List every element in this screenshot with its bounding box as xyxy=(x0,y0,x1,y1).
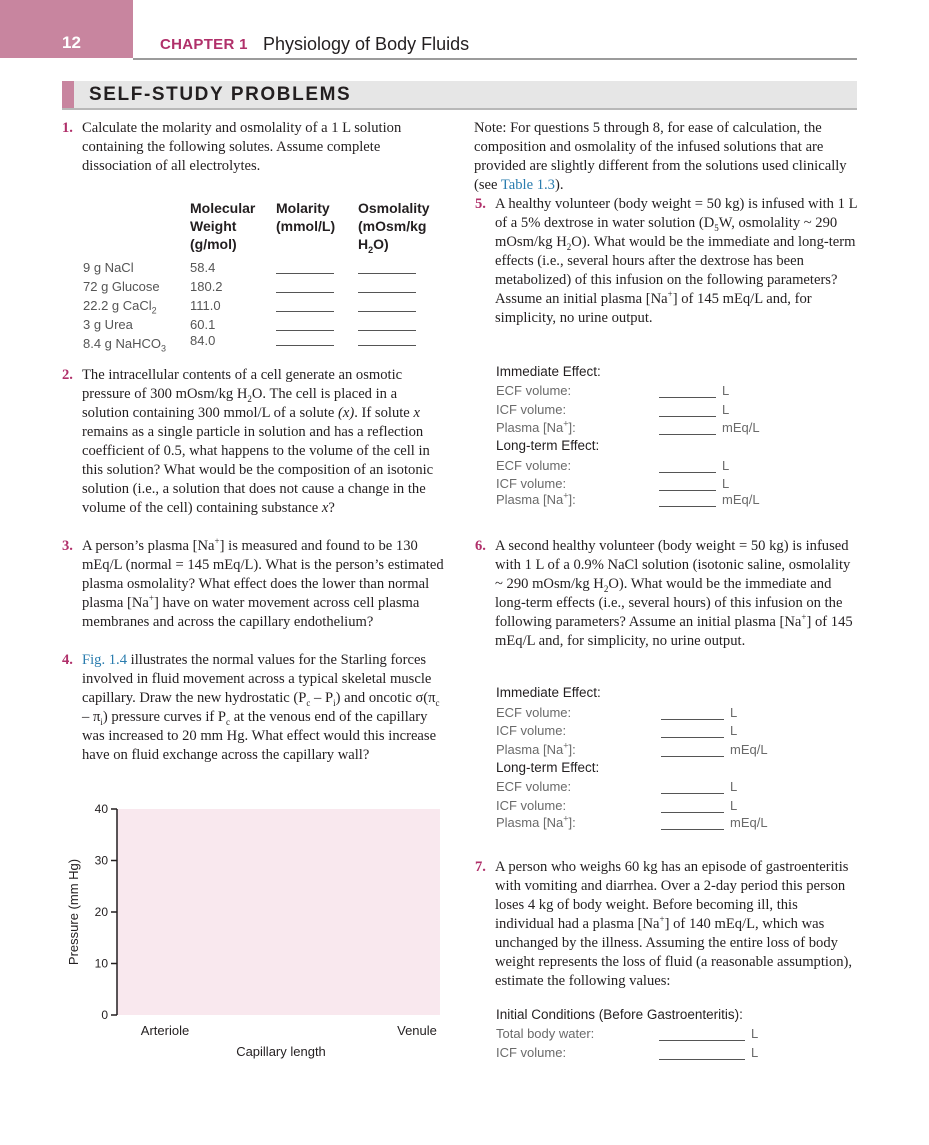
mw-value: 180.2 xyxy=(190,279,223,294)
osmolality-answer-blank[interactable] xyxy=(358,292,416,293)
total-body-water-label: Total body water: xyxy=(496,1026,595,1041)
unit-label: mEq/L xyxy=(730,742,768,757)
problem-number: 7. xyxy=(475,859,486,875)
unit-label: L xyxy=(751,1045,759,1060)
unit-label: L xyxy=(722,402,730,417)
problem-number: 1. xyxy=(62,120,73,136)
y-axis-label: Pressure (mm Hg) xyxy=(66,858,81,966)
problem-number: 5. xyxy=(475,196,486,212)
problem-7: 7. A person who weighs 60 kg has an episode of gastroenteritis with vomiting and diarrhea. Over a 2-day period this person loses 4 kg of body weight. Before becoming ill, this individual had a plasma [Na+] of 140 mEq/L, which was unchanged by the illness. Assuming the entire loss of body weight represents the loss of fluid (a reasonable assumption), estimate the following values: xyxy=(475,859,853,989)
section-marker xyxy=(62,81,74,108)
icf-volume-answer[interactable] xyxy=(659,416,716,417)
y-tick-label: 20 xyxy=(94,905,108,919)
figure-link[interactable]: Fig. 1.4 xyxy=(82,652,128,668)
unit-label: mEq/L xyxy=(722,420,760,435)
molarity-answer-blank[interactable] xyxy=(276,330,334,331)
y-tick-label: 30 xyxy=(94,853,108,868)
molarity-answer-blank[interactable] xyxy=(276,345,334,346)
icf-volume-label: ICF volume: xyxy=(496,402,567,417)
molarity-answer-blank[interactable] xyxy=(276,311,334,312)
immediate-effect-heading: Immediate Effect: xyxy=(496,364,601,379)
problem-text: Calculate the molarity and osmolality of a 1 L solution containing the following solutes. Assume complete dissociation of all electrolytes. xyxy=(82,120,402,174)
ecf-volume-answer[interactable] xyxy=(661,719,724,720)
unit-label: L xyxy=(722,383,730,398)
mw-value: 111.0 xyxy=(190,298,221,313)
unit-label: L xyxy=(722,458,730,473)
problem-1 xyxy=(62,119,444,176)
table-row: 3 g Urea xyxy=(83,317,133,332)
icf-volume-label: ICF volume: xyxy=(496,723,567,738)
problem-number: 4. xyxy=(62,652,73,668)
unit-label: L xyxy=(730,779,738,794)
table-row: 8.4 g NaHCO$_3$ xyxy=(83,336,167,354)
plasma-na-label: Plasma [Na+]: xyxy=(496,740,576,757)
ecf-volume-label: ECF volume: xyxy=(496,383,572,398)
icf-volume-answer[interactable] xyxy=(661,812,724,813)
y-tick-label: 40 xyxy=(94,802,108,816)
problem-6: 6. A second healthy volunteer (body weight = 50 kg) is infused with 1 L of a 0.9% NaCl solution (isotonic saline, osmolality ~ 290 mOsm/kg $H_2O$). What would be the immediate and long-term effects (i.e., several hours) of this infusion on the following parameters? Assume an initial plasma [Na+] of 145 mEq/L and, for simplicity, no urine output. xyxy=(475,538,853,649)
x-tick-arteriole: Arteriole xyxy=(140,1023,190,1038)
header-osmolality: Osmolality (mOsm/kg $H_2O$) xyxy=(358,200,430,255)
chapter-label: CHAPTER 1 xyxy=(160,36,248,53)
table-link[interactable]: Table 1.3 xyxy=(500,177,555,193)
header-molarity: Molarity (mmol/L) xyxy=(276,200,336,234)
problem-number: 6. xyxy=(475,538,486,554)
unit-label: mEq/L xyxy=(722,492,760,507)
chapter-title: Physiology of Body Fluids xyxy=(263,34,470,54)
problem-4: 4. Fig. 1.4 illustrates the normal values for the Starling forces involved in fluid movement across a typical skeletal muscle capillary. Draw the new hydrostatic $(P_c - P_i)$ and oncotic $\sigma(\pi_c - \pi_i)$ pressure curves if $P_c$ at the venous end of the capillary was increased to 20 mm Hg. What effect would this increase have on fluid exchange across the capillary wall? xyxy=(62,652,440,763)
plot-area[interactable] xyxy=(117,809,440,1015)
starling-chart[interactable] xyxy=(60,795,460,1065)
x-tick-venule: Venule xyxy=(397,1023,437,1038)
note-paragraph: Note: For questions 5 through 8, for ease of calculation, the composition and osmolality of the infused solutions that are provided are slightly different from the solutions used clinically (see Table 1.3). xyxy=(474,120,847,193)
x-axis-label: Capillary length xyxy=(236,1044,326,1059)
initial-conditions-heading: Initial Conditions (Before Gastroenteritis): xyxy=(496,1007,743,1022)
problem-3: 3. A person’s plasma [Na+] is measured and found to be 130 mEq/L (normal = 145 mEq/L). What is the person’s estimated plasma osmolality? What effect does the lower than normal plasma [Na+] have on water movement across cell plasma membranes and across the capillary endothelium? xyxy=(62,536,444,630)
unit-label: L xyxy=(751,1026,759,1041)
unit-label: L xyxy=(730,798,738,813)
icf-volume-label: ICF volume: xyxy=(496,476,567,491)
osmolality-answer-blank[interactable] xyxy=(358,273,416,274)
ecf-volume-label: ECF volume: xyxy=(496,458,572,473)
unit-label: L xyxy=(730,723,738,738)
icf-volume-answer[interactable] xyxy=(661,737,724,738)
ecf-volume-answer[interactable] xyxy=(659,397,716,398)
long-term-effect-heading: Long-term Effect: xyxy=(496,438,600,453)
section-banner xyxy=(62,81,857,110)
unit-label: mEq/L xyxy=(730,815,768,830)
total-body-water-answer[interactable] xyxy=(659,1040,745,1041)
plasma-na-answer[interactable] xyxy=(661,829,724,830)
ecf-volume-label: ECF volume: xyxy=(496,779,572,794)
icf-volume-answer[interactable] xyxy=(659,490,716,491)
ecf-volume-answer[interactable] xyxy=(659,472,716,473)
icf-volume-label: ICF volume: xyxy=(496,798,567,813)
unit-label: L xyxy=(722,476,730,491)
molarity-answer-blank[interactable] xyxy=(276,273,334,274)
header-molecular-weight: Molecular Weight (g/mol) xyxy=(190,200,256,252)
mw-value: 60.1 xyxy=(190,317,216,332)
plasma-na-label: Plasma [Na+]: xyxy=(496,813,576,830)
y-tick-label: 10 xyxy=(94,956,108,971)
immediate-effect-heading: Immediate Effect: xyxy=(496,685,601,700)
problem-5: 5. A healthy volunteer (body weight = 50 kg) is infused with 1 L of a 5% dextrose in water solution ($D_5W$, osmolality ~ 290 mOsm/kg $H_2O$). What would be the immediate and long-term effects (i.e., several hours after the dextrose has been metabolized) of this infusion on the following parameters? Assume an initial plasma [Na+] of 145 mEq/L and, for simplicity, no urine output. xyxy=(475,196,857,326)
problem-2: 2. The intracellular contents of a cell generate an osmotic pressure of 300 mOsm/kg $H_2O$. The cell is placed in a solution containing 300 mmol/L of a solute (x). If solute x remains as a single particle in solution and has a reflection coefficient of 0.5, what happens to the volume of the cell in this solution? What would be the composition of an isotonic solution (i.e., a solution that does not cause a change in the volume of the cell) containing substance x? xyxy=(62,367,434,516)
ecf-volume-label: ECF volume: xyxy=(496,705,572,720)
plasma-na-label: Plasma [Na+]: xyxy=(496,418,576,435)
long-term-effect-heading: Long-term Effect: xyxy=(496,760,600,775)
page-number: 12 xyxy=(62,33,81,52)
plasma-na-answer[interactable] xyxy=(661,756,724,757)
section-title: SELF-STUDY PROBLEMS xyxy=(89,84,352,105)
table-row: 22.2 g CaCl$_2$ xyxy=(83,298,157,316)
problem-number: 2. xyxy=(62,367,73,383)
y-tick-label: 0 xyxy=(101,1008,108,1022)
plasma-na-label: Plasma [Na+]: xyxy=(496,490,576,507)
osmolality-answer-blank[interactable] xyxy=(358,345,416,346)
mw-value: 58.4 xyxy=(190,260,216,275)
osmolality-answer-blank[interactable] xyxy=(358,330,416,331)
osmolality-answer-blank[interactable] xyxy=(358,311,416,312)
plasma-na-answer[interactable] xyxy=(659,506,716,507)
mw-value: 84.0 xyxy=(190,333,216,348)
header-rule xyxy=(133,58,857,60)
icf-volume-label: ICF volume: xyxy=(496,1045,567,1060)
plasma-na-answer[interactable] xyxy=(659,434,716,435)
unit-label: L xyxy=(730,705,738,720)
ecf-volume-answer[interactable] xyxy=(661,793,724,794)
problem-number: 3. xyxy=(62,538,73,554)
table-row: 9 g NaCl xyxy=(83,260,134,275)
icf-volume-answer[interactable] xyxy=(659,1059,745,1060)
molarity-answer-blank[interactable] xyxy=(276,292,334,293)
table-row: 72 g Glucose xyxy=(83,279,160,294)
y-ticks xyxy=(95,802,117,1022)
